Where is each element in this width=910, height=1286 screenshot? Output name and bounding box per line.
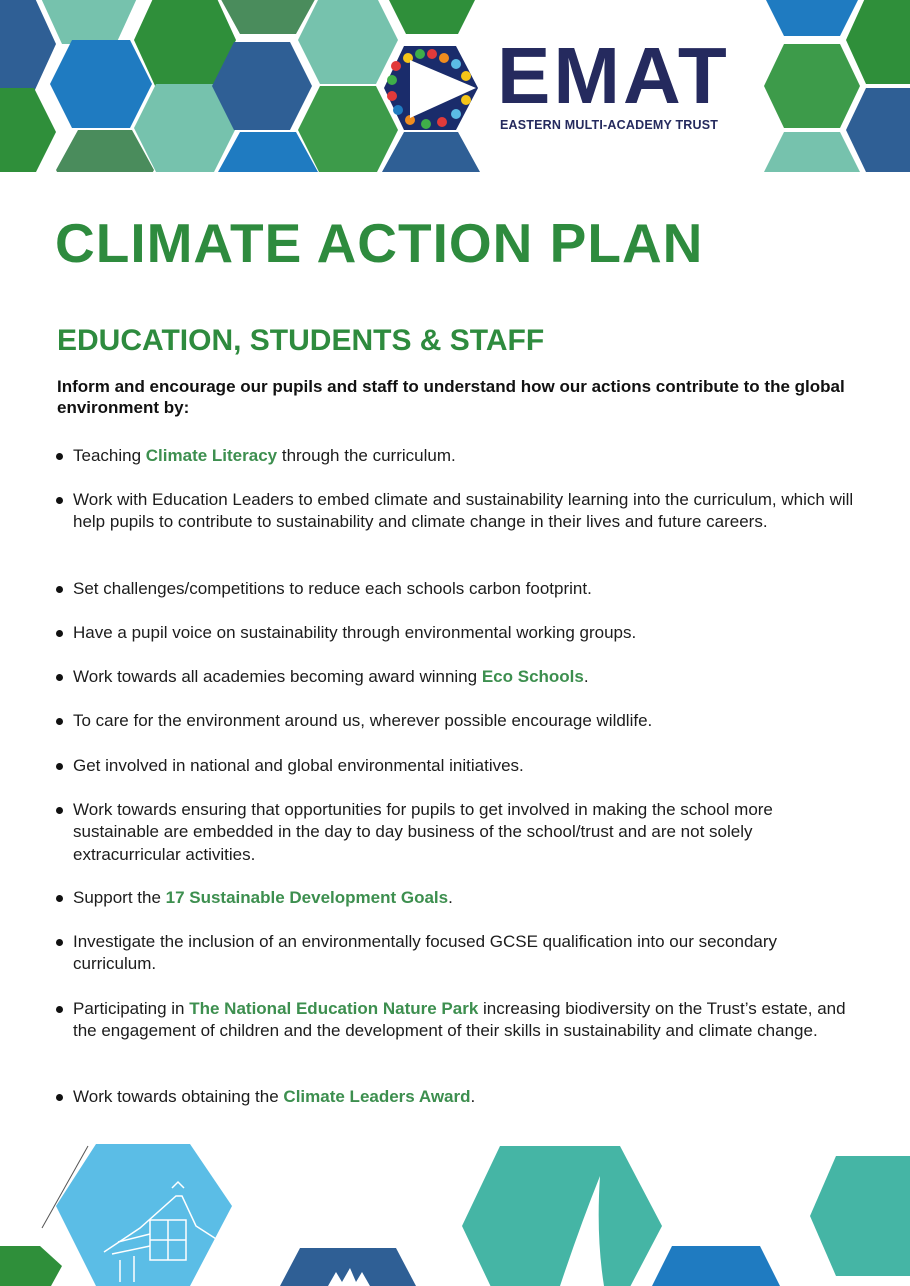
action-item: Work towards obtaining the Climate Leaders Award. [73, 1086, 863, 1108]
action-item: Get involved in national and global environmental initiatives. [73, 755, 863, 777]
logo-wordmark: EMAT [497, 31, 730, 120]
action-item: Set challenges/competitions to reduce each schools carbon footprint. [73, 578, 863, 600]
action-item: To care for the environment around us, wherever possible encourage wildlife. [73, 710, 863, 732]
footer-hexagon-pattern [0, 1136, 910, 1286]
hexagon [652, 1246, 780, 1286]
action-item: Support the 17 Sustainable Development Goals. [73, 887, 863, 909]
hexagon-pattern [0, 0, 910, 172]
action-item: Participating in The National Education Nature Park increasing biodiversity on the Trust’s estate, and the engagement of children and the development of their skills in sustainability and climate change. [73, 998, 863, 1043]
action-item: Have a pupil voice on sustainability through environmental working groups. [73, 622, 863, 644]
hexagon [0, 1246, 62, 1286]
action-item: Work with Education Leaders to embed climate and sustainability learning into the curriculum, which will help pupils to contribute to sustainability and climate change in their lives and future careers. [73, 489, 863, 534]
right-hexagons [764, 0, 910, 172]
section-intro: Inform and encourage our pupils and staff to understand how our actions contribute to the global environment by: [57, 377, 845, 417]
logo-subtitle: EASTERN MULTI-ACADEMY TRUST [500, 118, 719, 132]
action-item: Teaching Climate Literacy through the curriculum. [73, 445, 863, 467]
page-title: CLIMATE ACTION PLAN [55, 212, 704, 274]
climate-literacy-link[interactable]: Climate Literacy [145, 446, 278, 465]
eco-schools-link[interactable]: Eco Schools [481, 667, 584, 686]
play-arrow-mosaic-icon [384, 46, 478, 130]
sdg-link[interactable]: 17 Sustainable Development Goals [165, 888, 449, 907]
action-item: Work towards ensuring that opportunities for pupils to get involved in making the school more sustainable are embedded in the day to day business of the school/trust and are not solely extracurricular activities. [73, 799, 863, 866]
section-heading: EDUCATION, STUDENTS & STAFF [57, 324, 545, 357]
hexagon [462, 1146, 662, 1286]
action-item: Investigate the inclusion of an environmentally focused GCSE qualification into our secondary curriculum. [73, 931, 863, 976]
hexagon [56, 1144, 232, 1286]
action-item: Work towards all academies becoming award winning Eco Schools. [73, 666, 863, 688]
footer-banner [0, 1136, 910, 1286]
hexagon [810, 1156, 910, 1276]
nature-park-link[interactable]: The National Education Nature Park [189, 999, 479, 1018]
header-banner [0, 0, 910, 172]
climate-leaders-award-link[interactable]: Climate Leaders Award [283, 1087, 471, 1106]
